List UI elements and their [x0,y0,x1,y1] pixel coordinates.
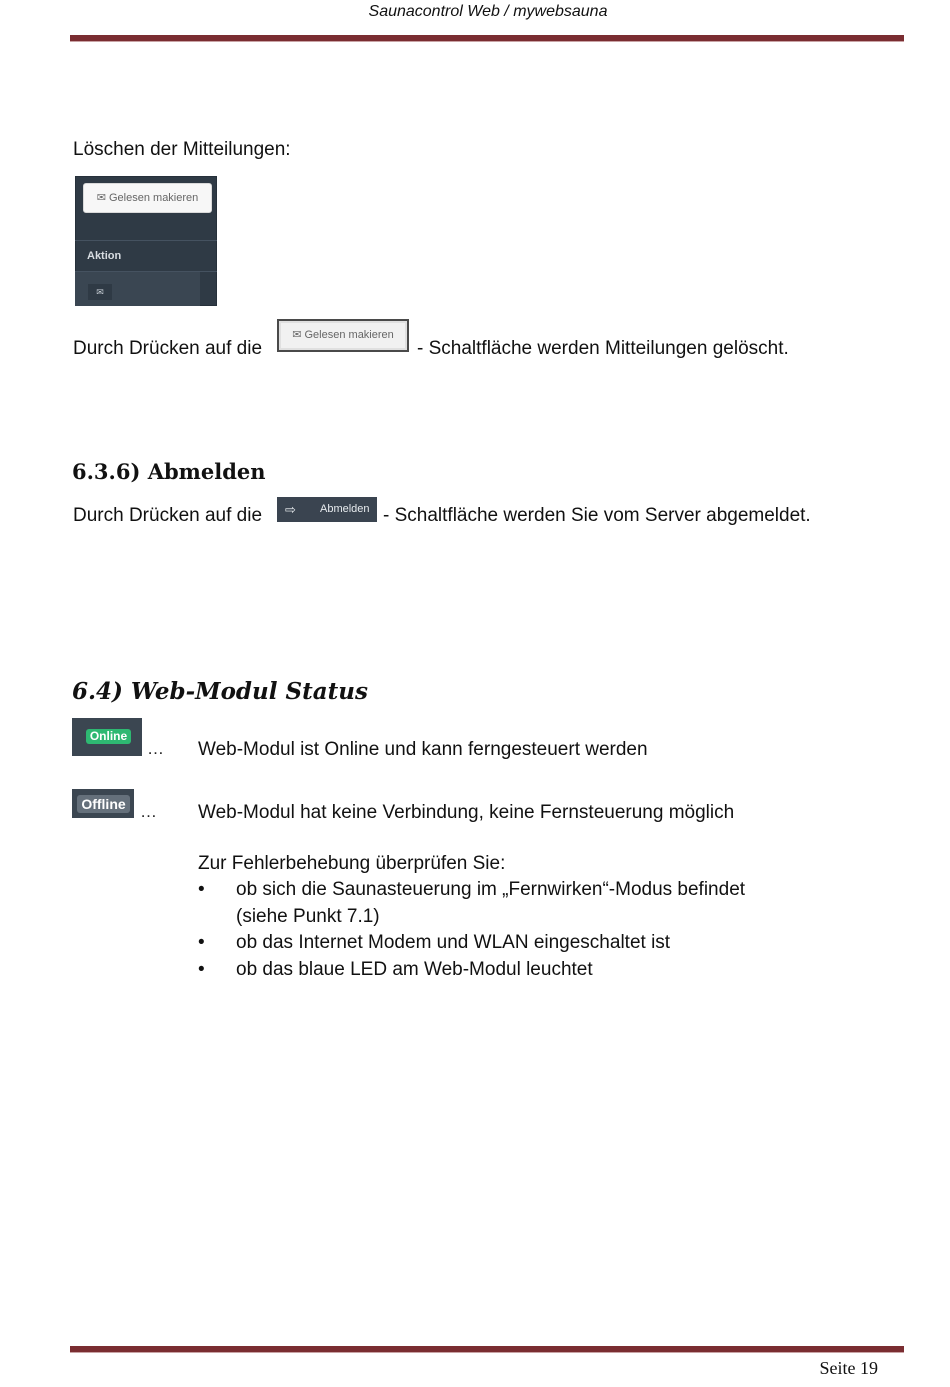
logout-sentence-end: - Schaltfläche werden Sie vom Server abgemeldet. [383,505,811,526]
list-item-text: ob das Internet Modem und WLAN eingeschaltet ist [236,932,671,953]
inline-logout-label: Abmelden [320,503,370,515]
offline-ellipsis: … [140,802,157,821]
footer-rule [70,1346,904,1353]
offline-description: Web-Modul hat keine Verbindung, keine Fernsteuerung möglich [198,802,735,823]
online-badge-screenshot [72,718,142,756]
troubleshoot-intro: Zur Fehlerbehebung überprüfen Sie: [198,853,506,874]
mark-read-button-label: Gelesen makieren [109,192,199,204]
document-header-title: Saunacontrol Web / mywebsauna [368,3,608,20]
envelope-open-icon: ✉ [96,192,106,204]
list-item-text: ob sich die Saunasteuerung im „Fernwirken“-Modus befindet [236,879,746,900]
sign-out-icon: ⇨ [285,502,296,517]
offline-status-badge: Offline [77,795,130,813]
list-item [198,930,745,957]
panel-divider [75,240,217,241]
header-rule [70,35,904,42]
list-item-continuation [198,904,745,931]
bullet: • [198,879,205,900]
bullet: • [198,932,205,953]
list-item [198,957,745,984]
list-item [198,877,745,904]
delete-sentence-end: - Schaltfläche werden Mitteilungen gelöscht. [417,338,789,359]
online-status-badge: Online [86,729,131,744]
offline-badge-screenshot [72,789,134,818]
bullet: • [198,958,205,980]
inline-mark-read-button [277,319,409,352]
action-column-header: Aktion [87,250,122,262]
status-heading: 6.4) Web-Modul Status [72,678,368,705]
inline-logout-button [277,497,377,522]
page-number: Seite 19 [819,1358,878,1378]
list-item-text: (siehe Punkt 7.1) [236,905,380,927]
logout-heading: 6.3.6) Abmelden [72,459,266,484]
logout-sentence-start: Durch Drücken auf die [73,505,263,526]
mark-read-button[interactable] [83,183,212,213]
list-item-text: ob das blaue LED am Web-Modul leuchtet [236,958,593,980]
envelope-open-icon: ✉ [292,329,302,341]
delete-sentence-start: Durch Drücken auf die [73,338,263,359]
troubleshoot-list [198,877,745,983]
delete-messages-label: Löschen der Mitteilungen: [73,139,291,160]
table-row [75,272,200,306]
messages-panel-screenshot [75,176,217,306]
envelope-open-icon[interactable]: ✉ [88,284,112,300]
online-ellipsis: … [147,739,164,758]
inline-mark-read-label: Gelesen makieren [304,329,394,341]
online-description: Web-Modul ist Online und kann ferngesteuert werden [198,739,648,760]
